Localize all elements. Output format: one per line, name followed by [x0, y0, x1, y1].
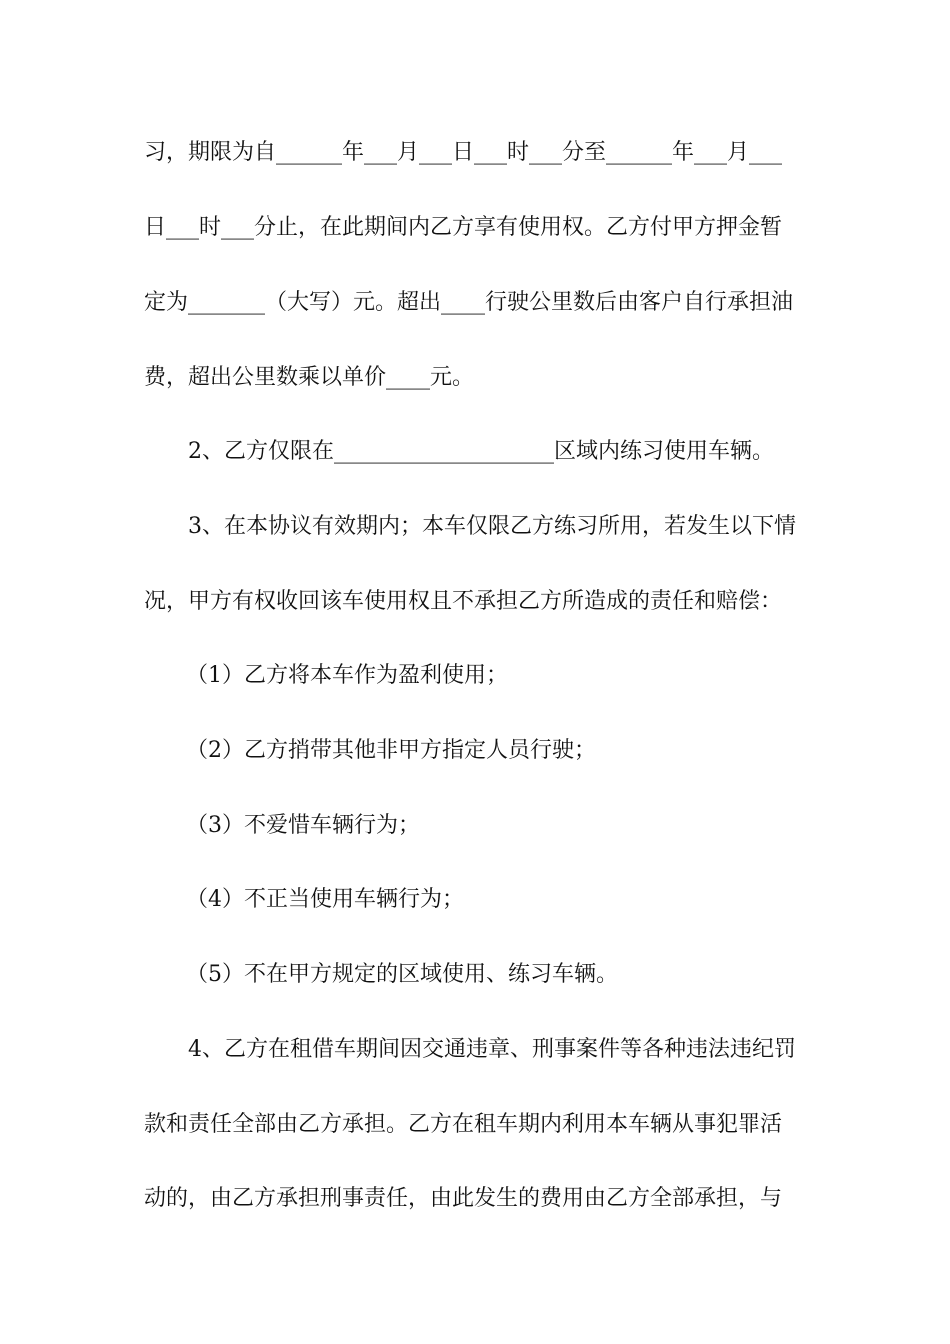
clause-2: 2、乙方仅限在____________________区域内练习使用车辆。: [188, 439, 774, 464]
text-line-2: 日___时___分止，在此期间内乙方享有使用权。乙方付甲方押金暂: [144, 215, 783, 240]
sub-item-3: （3）不爱惜车辆行为；: [186, 813, 420, 838]
sub-item-5: （5）不在甲方规定的区域使用、练习车辆。: [186, 962, 618, 987]
clause-4-line-3: 动的，由乙方承担刑事责任，由此发生的费用由乙方全部承担，与: [144, 1186, 783, 1211]
sub-item-4: （4）不正当使用车辆行为；: [186, 887, 464, 912]
clause-3-line-1: 3、在本协议有效期内；本车仅限乙方练习所用，若发生以下情: [188, 514, 796, 539]
clause-4-line-1: 4、乙方在租借车期间因交通违章、刑事案件等各种违法违纪罚: [188, 1037, 796, 1062]
text-line-3: 定为_______（大写）元。超出____行驶公里数后由客户自行承担油: [144, 290, 794, 315]
text-line-1: 习，期限为自______年___月___日___时___分至______年___月___: [144, 140, 783, 165]
sub-item-1: （1）乙方将本车作为盈利使用；: [186, 663, 508, 688]
text-line-4: 费，超出公里数乘以单价____元。: [144, 365, 475, 390]
clause-3-line-2: 况，甲方有权收回该车使用权且不承担乙方所造成的责任和赔偿：: [144, 589, 783, 614]
clause-4-line-2: 款和责任全部由乙方承担。乙方在租车期内利用本车辆从事犯罪活: [144, 1112, 783, 1137]
sub-item-2: （2）乙方捎带其他非甲方指定人员行驶；: [186, 738, 596, 763]
